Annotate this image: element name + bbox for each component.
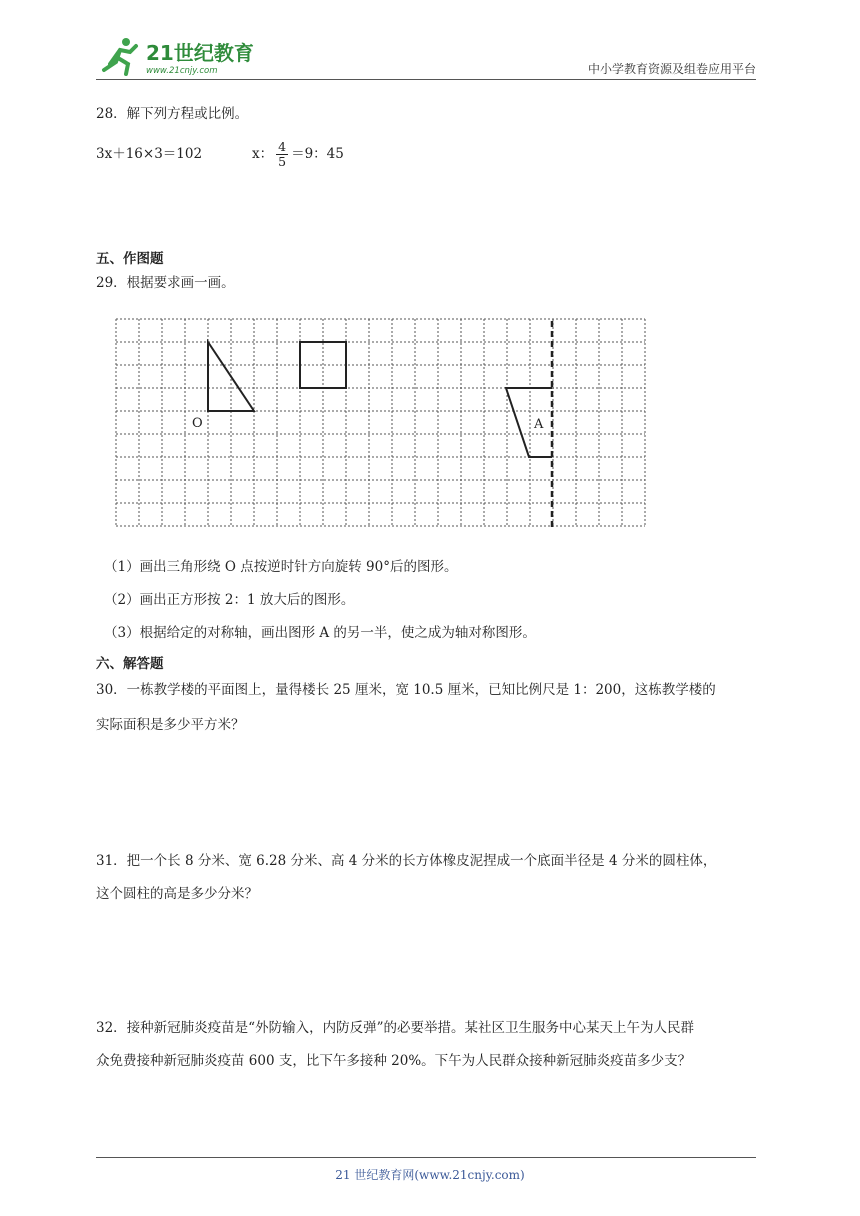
fraction-numerator: 4 (278, 139, 287, 154)
fraction-denominator: 5 (278, 154, 287, 169)
section-five-heading: 五、作图题 (96, 251, 164, 267)
q31-line-1: 31．把一个长 8 分米、宽 6.28 分米、高 4 分米的长方体橡皮泥捏成一个底面半径是 4 分米的圆柱体， (96, 853, 717, 869)
footer-divider (96, 1157, 756, 1158)
label-o: O (192, 416, 203, 431)
q28-equation-2 (252, 134, 344, 174)
q30-line-1: 30．一栋教学楼的平面图上，量得楼长 25 厘米，宽 10.5 厘米，已知比例尺是 1：200，这栋教学楼的 (96, 682, 716, 698)
q28-eq2-prefix: x： (252, 146, 274, 162)
drawing-grid (114, 316, 646, 528)
q32-line-1: 32．接种新冠肺炎疫苗是“外防输入，内防反弹”的必要举措。某社区卫生服务中心某天上午为人民群 (96, 1020, 694, 1036)
q29-item-1: （1）画出三角形绕 O 点按逆时针方向旋转 90°后的图形。 (104, 559, 458, 575)
q28-equation-1: 3x＋16×3＝102 (96, 146, 203, 162)
q28-title: 28．解下列方程或比例。 (96, 106, 249, 122)
header-platform-text: 中小学教育资源及组卷应用平台 (587, 62, 756, 76)
shape-a-half (506, 388, 552, 457)
q29-item-2: （2）画出正方形按 2：1 放大后的图形。 (104, 592, 355, 608)
section-six-heading: 六、解答题 (96, 656, 164, 672)
q31-line-2: 这个圆柱的高是多少分米？ (96, 886, 258, 902)
q29-title: 29．根据要求画一画。 (96, 275, 235, 291)
q29-item-3: （3）根据给定的对称轴，画出图形 A 的另一半，使之成为轴对称图形。 (104, 625, 536, 641)
logo-url: www.21cnjy.com (146, 66, 218, 76)
label-a: A (534, 417, 544, 432)
logo-title: 21世纪教育 (146, 41, 254, 65)
q30-line-2: 实际面积是多少平方米？ (96, 717, 245, 733)
runner-icon (104, 38, 136, 74)
q32-line-2: 众免费接种新冠肺炎疫苗 600 支，比下午多接种 20%。下午为人民群众接种新冠肺炎疫苗多少支？ (96, 1053, 692, 1069)
fraction (276, 140, 288, 169)
footer-link[interactable]: 21 世纪教育网(www.21cnjy.com) (335, 1168, 525, 1182)
q28-eq2-suffix: ＝9：45 (291, 146, 344, 162)
logo (96, 34, 256, 76)
header-divider (96, 79, 756, 80)
